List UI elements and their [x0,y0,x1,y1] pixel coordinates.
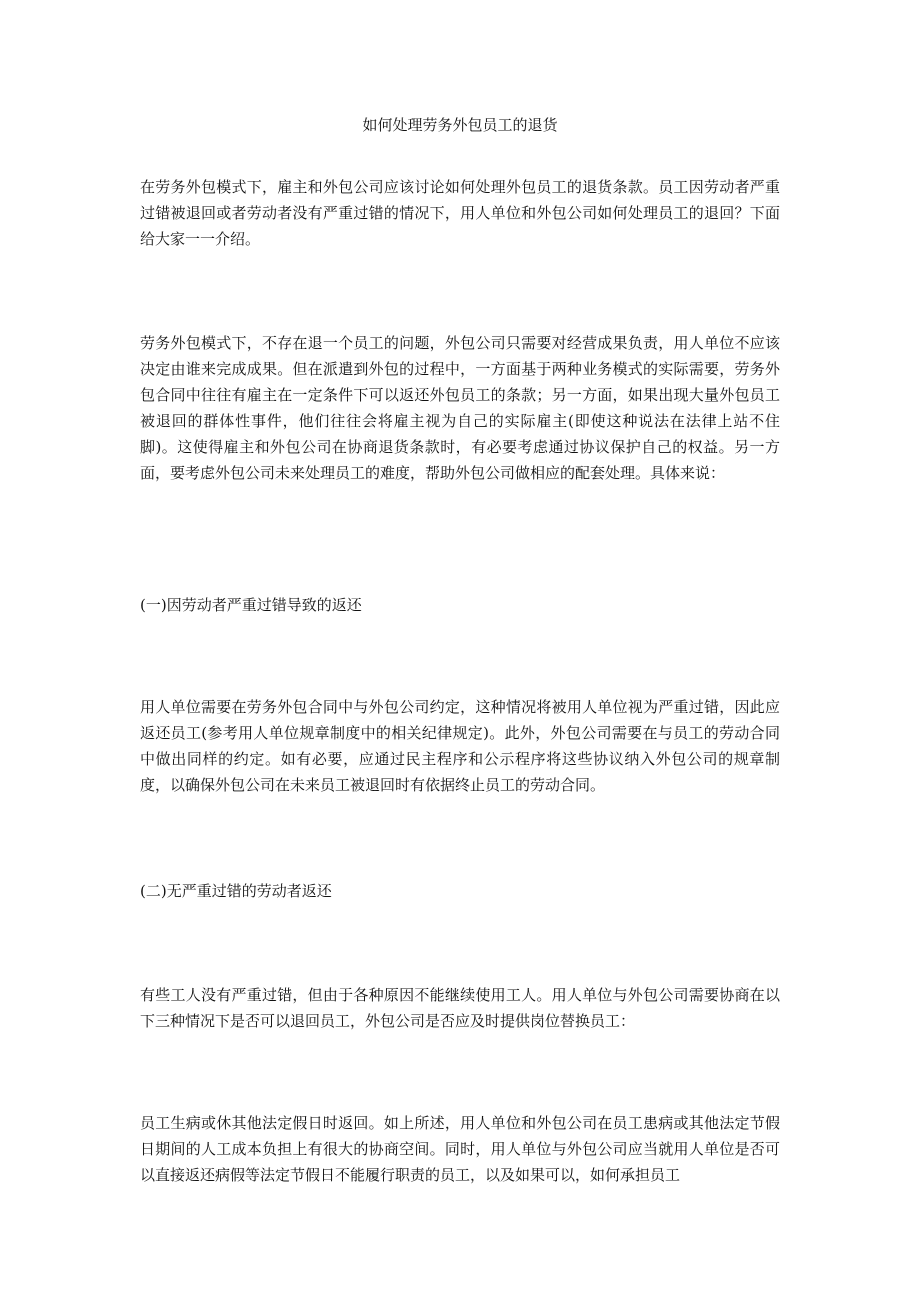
paragraph-serious-fault: 用人单位需要在劳务外包合同中与外包公司约定，这种情况将被用人单位视为严重过错，因此应返还员工(参考用人单位规章制度中的相关纪律规定)。此外，外包公司需要在与员工的劳动合同中做出同样的约定。如有必要，应通过民主程序和公示程序将这些协议纳入外包公司的规章制度，以确保外包公司在未来员工被退回时有依据终止员工的劳动合同。 [140,698,780,794]
paragraph-no-serious-fault: 有些工人没有严重过错，但由于各种原因不能继续使用工人。用人单位与外包公司需要协商在以下三种情况下是否可以退回员工，外包公司是否应及时提供岗位替换员工： [140,986,780,1030]
paragraph-background: 劳务外包模式下，不存在退一个员工的问题，外包公司只需要对经营成果负责，用人单位不应该决定由谁来完成成果。但在派遣到外包的过程中，一方面基于两种业务模式的实际需要，劳务外包合同中往往有雇主在一定条件下可以返还外包员工的条款；另一方面，如果出现大量外包员工被退回的群体性事件，他们往往会将雇主视为自己的实际雇主(即使这种说法在法律上站不住脚)。这使得雇主和外包公司在协商退货条款时，有必要考虑通过协议保护自己的权益。另一方面，要考虑外包公司未来处理员工的难度，帮助外包公司做相应的配套处理。具体来说： [140,334,780,482]
section-heading-no-serious-fault: (二)无严重过错的劳动者返还 [140,882,332,900]
paragraph-sick-leave: 员工生病或休其他法定假日时返回。如上所述，用人单位和外包公司在员工患病或其他法定节假日期间的人工成本负担上有很大的协商空间。同时，用人单位与外包公司应当就用人单位是否可以直接返还病假等法定节假日不能履行职责的员工，以及如果可以，如何承担员工 [140,1114,780,1184]
section-heading-serious-fault: (一)因劳动者严重过错导致的返还 [140,596,362,614]
page-title: 如何处理劳务外包员工的退货 [362,116,558,134]
paragraph-intro: 在劳务外包模式下，雇主和外包公司应该讨论如何处理外包员工的退货条款。员工因劳动者严重过错被退回或者劳动者没有严重过错的情况下，用人单位和外包公司如何处理员工的退回？下面给大家一一介绍。 [140,178,780,248]
